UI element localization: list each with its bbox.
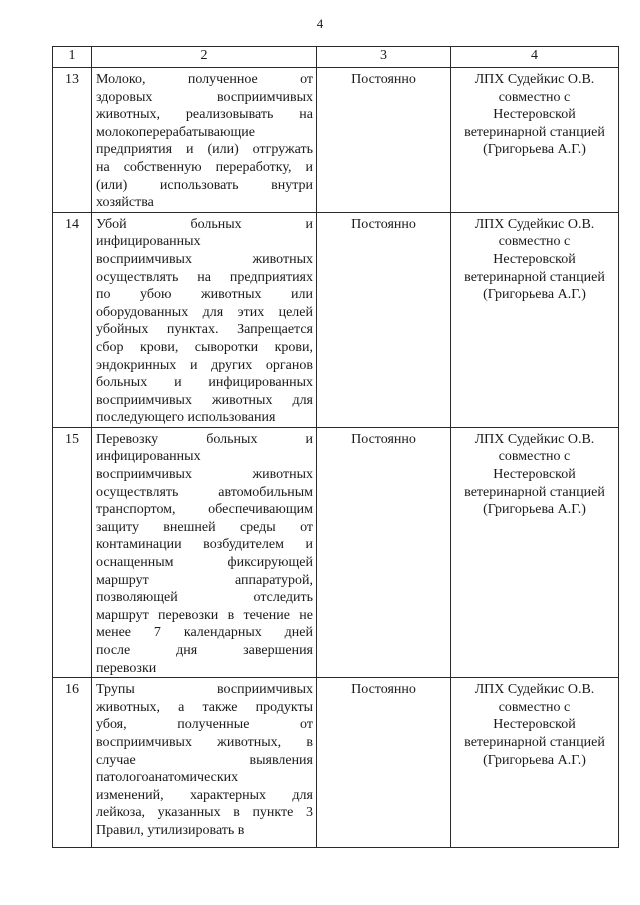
measure-line: перевозки xyxy=(96,660,157,676)
measure-line: защиту внешней среды от xyxy=(96,519,313,535)
responsible-line: Нестеровской xyxy=(493,251,576,267)
responsible-line: ЛПХ Судейкис О.В. xyxy=(474,72,595,87)
table-row xyxy=(53,212,619,427)
responsible-cell xyxy=(451,678,619,848)
measures-table xyxy=(52,46,619,848)
row-number-cell xyxy=(53,68,92,213)
responsible-line: (Григорьева А.Г.) xyxy=(483,142,586,158)
measure-text xyxy=(92,213,316,427)
frequency-text: Постоянно xyxy=(351,682,416,698)
measure-line: последующего использования xyxy=(96,410,276,426)
measure-line: сбор крови, сыворотки крови, xyxy=(96,339,313,355)
measure-line: по убою животных или xyxy=(96,287,313,303)
measure-cell xyxy=(92,678,317,848)
responsible-line: (Григорьева А.Г.) xyxy=(483,752,586,768)
responsible-line: ветеринарной станцией xyxy=(464,269,605,285)
measure-cell xyxy=(92,427,317,677)
measure-cell xyxy=(92,212,317,427)
measure-line: Перевозку больных и xyxy=(96,431,313,447)
measure-line: Правил, утилизировать в xyxy=(96,822,245,838)
responsible-text xyxy=(451,68,618,159)
table-row xyxy=(53,678,619,848)
responsible-cell xyxy=(451,427,619,677)
responsible-line: (Григорьева А.Г.) xyxy=(483,502,586,518)
responsible-line: совместно с xyxy=(498,234,571,250)
table-row xyxy=(53,68,619,213)
row-number: 14 xyxy=(65,216,79,232)
measure-line: маршрут перевозки в течение не xyxy=(96,607,313,623)
measure-line: случае выявления xyxy=(96,752,313,768)
header-cell-2: 2 xyxy=(92,47,317,68)
responsible-line: Нестеровской xyxy=(493,107,576,123)
header-cell-4: 4 xyxy=(451,47,619,68)
responsible-line: ЛПХ Судейкис О.В. xyxy=(474,431,595,447)
measure-line: оборудованных для этих целей xyxy=(96,304,313,320)
frequency-cell xyxy=(317,427,451,677)
measure-line: менее 7 календарных дней xyxy=(96,625,313,641)
measure-text xyxy=(92,428,316,677)
header-row xyxy=(53,47,619,68)
measure-line: животных, а также продукты xyxy=(96,699,313,715)
measure-line: позволяющей отследить xyxy=(96,590,313,606)
responsible-line: совместно с xyxy=(498,89,571,105)
frequency-cell xyxy=(317,68,451,213)
responsible-line: ЛПХ Судейкис О.В. xyxy=(474,682,595,698)
measure-line: оснащенным фиксирующей xyxy=(96,555,313,571)
measure-line: изменений, характерных для xyxy=(96,787,313,803)
responsible-line: ветеринарной станцией xyxy=(464,734,605,750)
responsible-cell xyxy=(451,68,619,213)
responsible-line: ветеринарной станцией xyxy=(464,124,605,140)
responsible-line: совместно с xyxy=(498,699,571,715)
measure-line: инфицированных xyxy=(96,234,201,250)
measure-line: эндокринных и других органов xyxy=(96,357,313,373)
measure-line: маршрут аппаратурой, xyxy=(96,572,313,588)
measure-line: Трупы восприимчивых xyxy=(96,682,313,698)
responsible-line: совместно с xyxy=(498,449,571,465)
measure-line: осуществлять на предприятиях xyxy=(96,269,313,285)
measure-line: инфицированных xyxy=(96,449,201,465)
responsible-cell xyxy=(451,212,619,427)
measure-line: осуществлять автомобильным xyxy=(96,484,313,500)
row-number-cell xyxy=(53,678,92,848)
responsible-line: ветеринарной станцией xyxy=(464,484,605,500)
table-row xyxy=(53,427,619,677)
responsible-text xyxy=(451,428,618,519)
responsible-line: (Григорьева А.Г.) xyxy=(483,287,586,303)
measure-text xyxy=(92,68,316,212)
responsible-text xyxy=(451,213,618,304)
measure-line: контаминации возбудителем и xyxy=(96,537,313,553)
measure-line: (или) использовать внутри xyxy=(96,177,313,193)
measure-line: молокоперерабатывающие xyxy=(96,124,255,140)
measure-line: здоровых восприимчивых xyxy=(96,89,313,105)
frequency-cell xyxy=(317,212,451,427)
row-number: 15 xyxy=(65,431,79,447)
frequency-text: Постоянно xyxy=(351,216,416,232)
measure-text xyxy=(92,678,316,839)
row-number: 13 xyxy=(65,72,79,87)
measure-line: восприимчивых животных xyxy=(96,467,313,483)
measure-line: лейкоза, указанных в пункте 3 xyxy=(96,805,313,821)
measure-line: больных и инфицированных xyxy=(96,375,313,391)
measure-line: транспортом, обеспечивающим xyxy=(96,502,313,518)
responsible-line: ЛПХ Судейкис О.В. xyxy=(474,216,595,232)
measure-line: Убой больных и xyxy=(96,216,313,232)
measure-line: патологоанатомических xyxy=(96,770,239,786)
page-number: 4 xyxy=(316,16,324,31)
responsible-text xyxy=(451,678,618,769)
row-number-cell xyxy=(53,427,92,677)
header-cell-3: 3 xyxy=(317,47,451,68)
header-cell-1: 1 xyxy=(53,47,92,68)
frequency-cell xyxy=(317,678,451,848)
frequency-text: Постоянно xyxy=(351,431,416,447)
measure-line: после дня завершения xyxy=(96,643,313,658)
measure-line: восприимчивых животных, в xyxy=(96,734,313,750)
measure-line: Молоко, полученное от xyxy=(96,72,313,87)
measure-line: хозяйства xyxy=(96,195,154,211)
measure-line: животных, реализовывать на xyxy=(96,107,313,123)
measure-line: на собственную переработку, и xyxy=(96,159,313,175)
row-number-cell xyxy=(53,212,92,427)
measure-line: убойных пунктах. Запрещается xyxy=(96,322,313,338)
responsible-line: Нестеровской xyxy=(493,717,576,733)
measure-line: восприимчивых животных xyxy=(96,251,313,267)
row-number: 16 xyxy=(65,682,79,698)
frequency-text: Постоянно xyxy=(351,72,416,87)
measure-line: предприятия и (или) отгружать xyxy=(96,142,313,158)
measure-line: убоя, полученные от xyxy=(96,717,313,733)
measure-line: восприимчивых животных для xyxy=(96,392,313,408)
responsible-line: Нестеровской xyxy=(493,467,576,483)
measure-cell xyxy=(92,68,317,213)
